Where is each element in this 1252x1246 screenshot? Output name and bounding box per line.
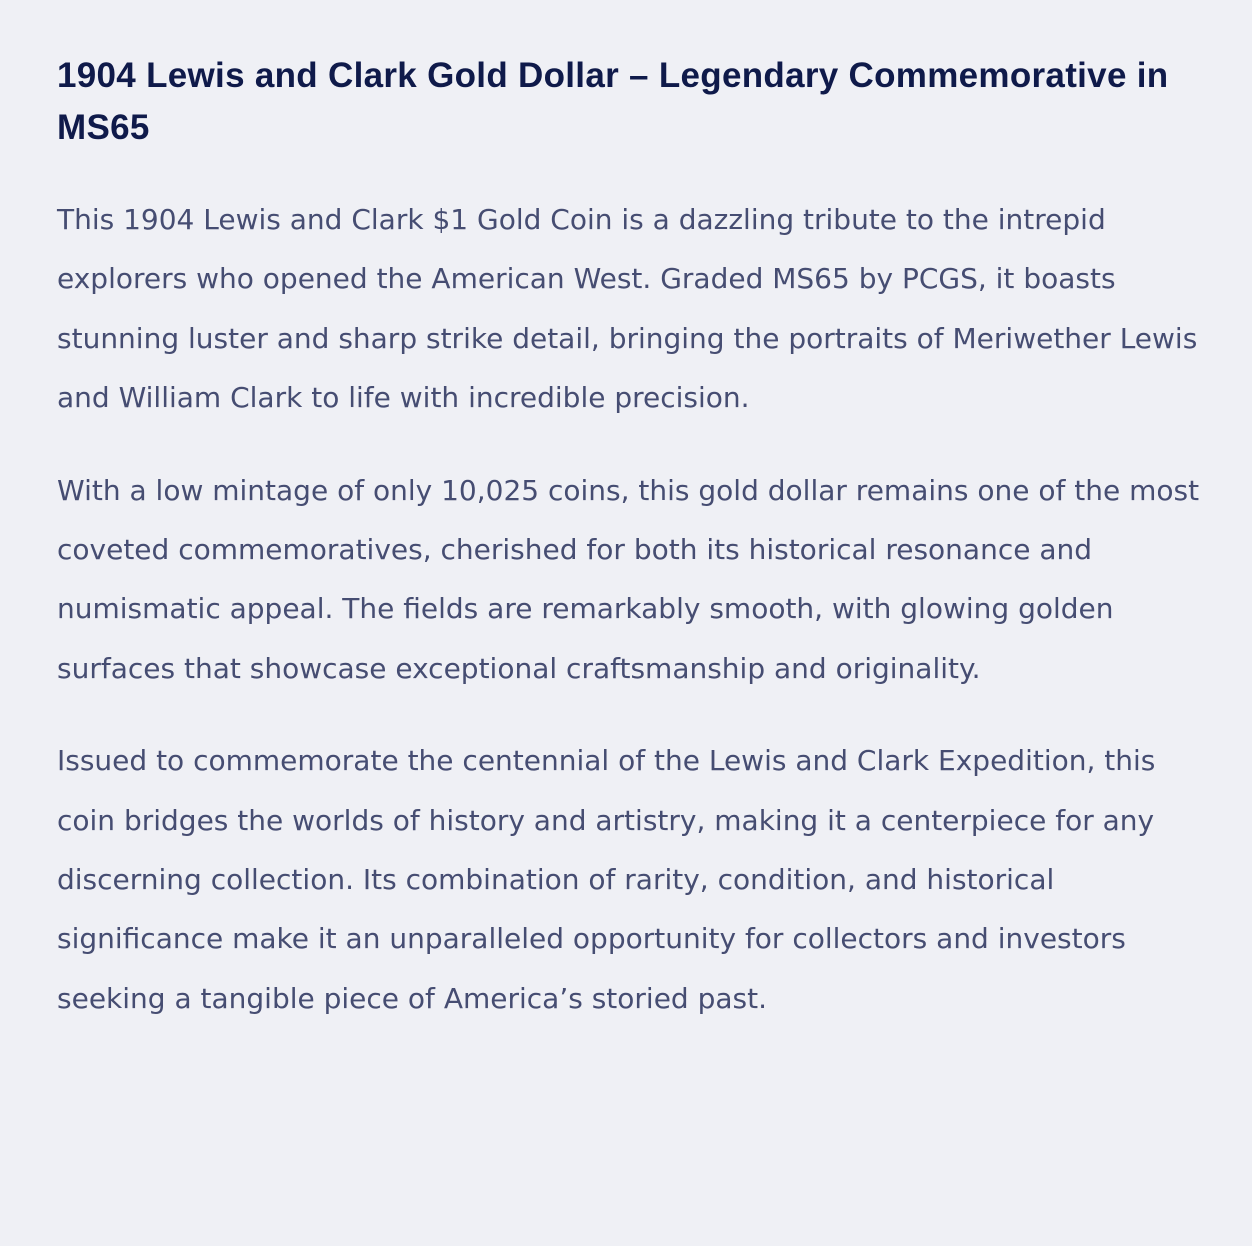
description-paragraph-3: Issued to commemorate the centennial of the Lewis and Clark Expedition, this coin bridges the worlds of history and artistry, making it a centerpiece for any discerning collection. Its combination of rarity, condition, and historical significance make it an unparalleled opportunity for collectors and investors seeking a tangible piece of America’s storied past.	[57, 744, 1156, 1015]
product-description	[57, 50, 1217, 1028]
product-title: 1904 Lewis and Clark Gold Dollar – Legendary Commemorative in MS65	[57, 56, 1169, 147]
description-paragraph-1: This 1904 Lewis and Clark $1 Gold Coin is a dazzling tribute to the intrepid explorers who opened the American West. Graded MS65 by PCGS, it boasts stunning luster and sharp strike detail, bringing the portraits of Meriwether Lewis and William Clark to life with incredible precision.	[57, 203, 1198, 415]
description-paragraph-2: With a low mintage of only 10,025 coins, this gold dollar remains one of the most coveted commemoratives, cherished for both its historical resonance and numismatic appeal. The fields are remarkably smooth, with glowing golden surfaces that showcase exceptional craftsmanship and originality.	[57, 473, 1200, 685]
